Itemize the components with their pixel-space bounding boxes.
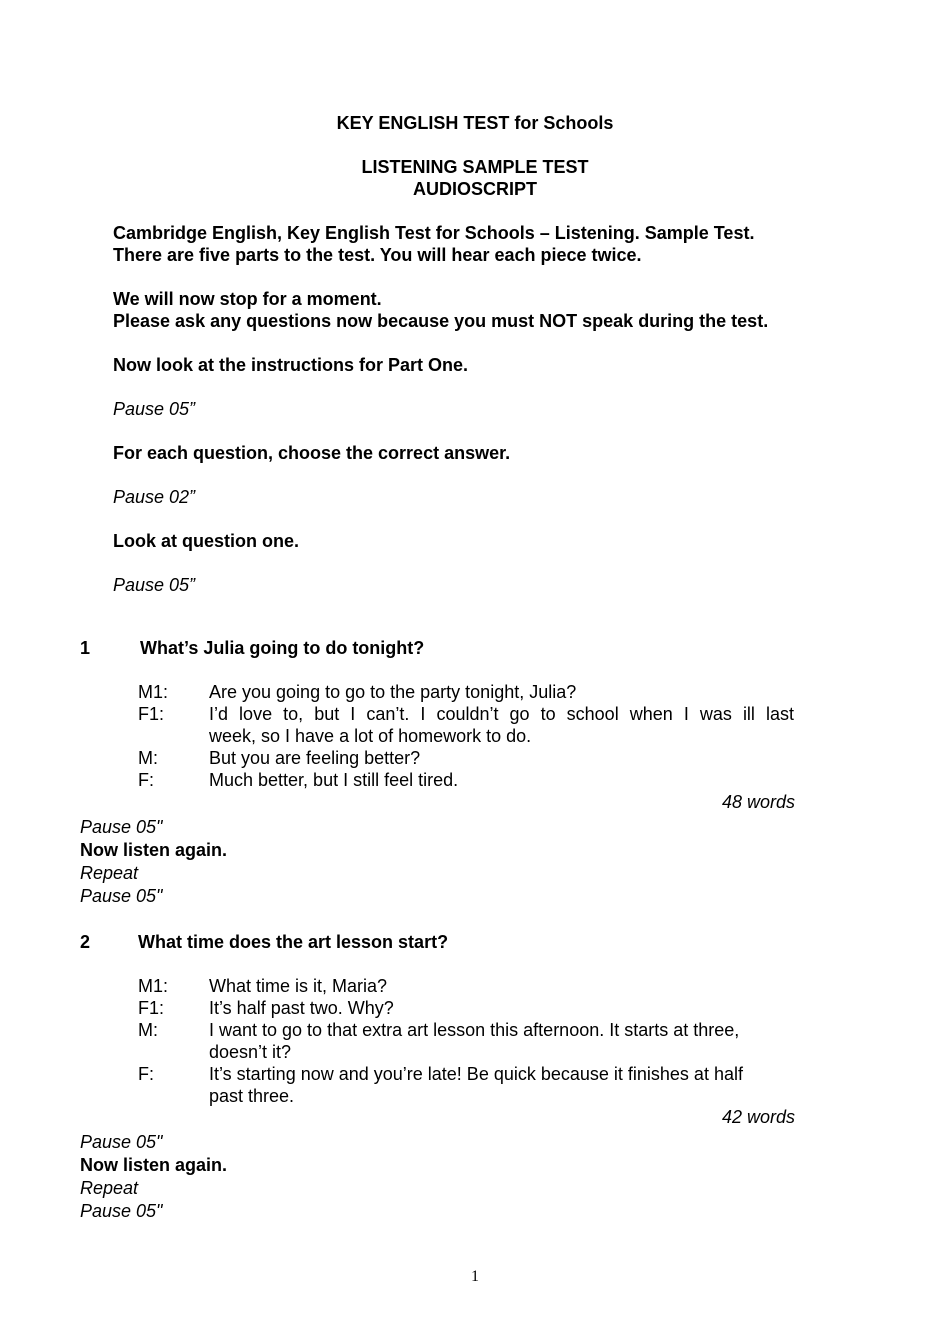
dialogue-line: week, so I have a lot of homework to do. <box>209 726 532 746</box>
dialogue-line: It’s starting now and you’re late! Be quick because it finishes at half <box>209 1064 743 1084</box>
question-number: 1 <box>80 638 91 658</box>
intro-line: There are five parts to the test. You will hear each piece twice. <box>113 245 642 265</box>
speaker-label: M1: <box>138 682 169 702</box>
pause-note: Pause 05" <box>80 817 163 837</box>
page-number: 1 <box>471 1268 479 1285</box>
intro-line: For each question, choose the correct answer. <box>113 443 511 463</box>
pause-note: Pause 05" <box>80 1201 163 1221</box>
question-text: What’s Julia going to do tonight? <box>140 638 425 658</box>
dialogue-line: It’s half past two. Why? <box>209 998 394 1018</box>
document-subtitle-2: AUDIOSCRIPT <box>412 179 537 199</box>
document-subtitle-1: LISTENING SAMPLE TEST <box>361 157 589 177</box>
dialogue-line: I want to go to that extra art lesson this afternoon. It starts at three, <box>209 1020 740 1040</box>
word-count: 48 words <box>721 792 795 812</box>
speaker-label: F: <box>138 1064 154 1084</box>
pause-note: Pause 05” <box>113 575 196 595</box>
intro-line: Look at question one. <box>113 531 300 551</box>
speaker-label: M: <box>138 748 158 768</box>
dialogue-line: What time is it, Maria? <box>209 976 388 996</box>
speaker-label: M1: <box>138 976 169 996</box>
repeat-note: Repeat <box>80 1178 139 1198</box>
pause-note: Pause 05" <box>80 1132 163 1152</box>
speaker-label: F1: <box>138 704 165 724</box>
pause-note: Pause 05” <box>113 399 196 419</box>
speaker-label: F: <box>138 770 154 790</box>
pause-note: Pause 05" <box>80 886 163 906</box>
listen-again-note: Now listen again. <box>80 1155 228 1175</box>
dialogue-line: past three. <box>209 1086 295 1106</box>
intro-line: We will now stop for a moment. <box>113 289 382 309</box>
question-text: What time does the art lesson start? <box>138 932 449 952</box>
speaker-label: M: <box>138 1020 158 1040</box>
dialogue-line: doesn’t it? <box>209 1042 292 1062</box>
listen-again-note: Now listen again. <box>80 840 228 860</box>
speaker-label: F1: <box>138 998 165 1018</box>
dialogue-line: But you are feeling better? <box>209 748 421 768</box>
dialogue-line: Are you going to go to the party tonight, Julia? <box>209 682 577 702</box>
word-count: 42 words <box>721 1107 795 1127</box>
intro-line: Please ask any questions now because you must NOT speak during the test. <box>113 311 769 331</box>
question-number: 2 <box>80 932 91 952</box>
dialogue-line: Much better, but I still feel tired. <box>209 770 459 790</box>
pause-note: Pause 02” <box>113 487 196 507</box>
dialogue-line: I’d love to, but I can’t. I couldn’t go to school when I was ill last <box>209 704 794 724</box>
intro-line: Cambridge English, Key English Test for Schools – Listening. Sample Test. <box>113 223 755 243</box>
document-title: KEY ENGLISH TEST for Schools <box>336 113 614 133</box>
intro-line: Now look at the instructions for Part One. <box>113 355 469 375</box>
repeat-note: Repeat <box>80 863 139 883</box>
